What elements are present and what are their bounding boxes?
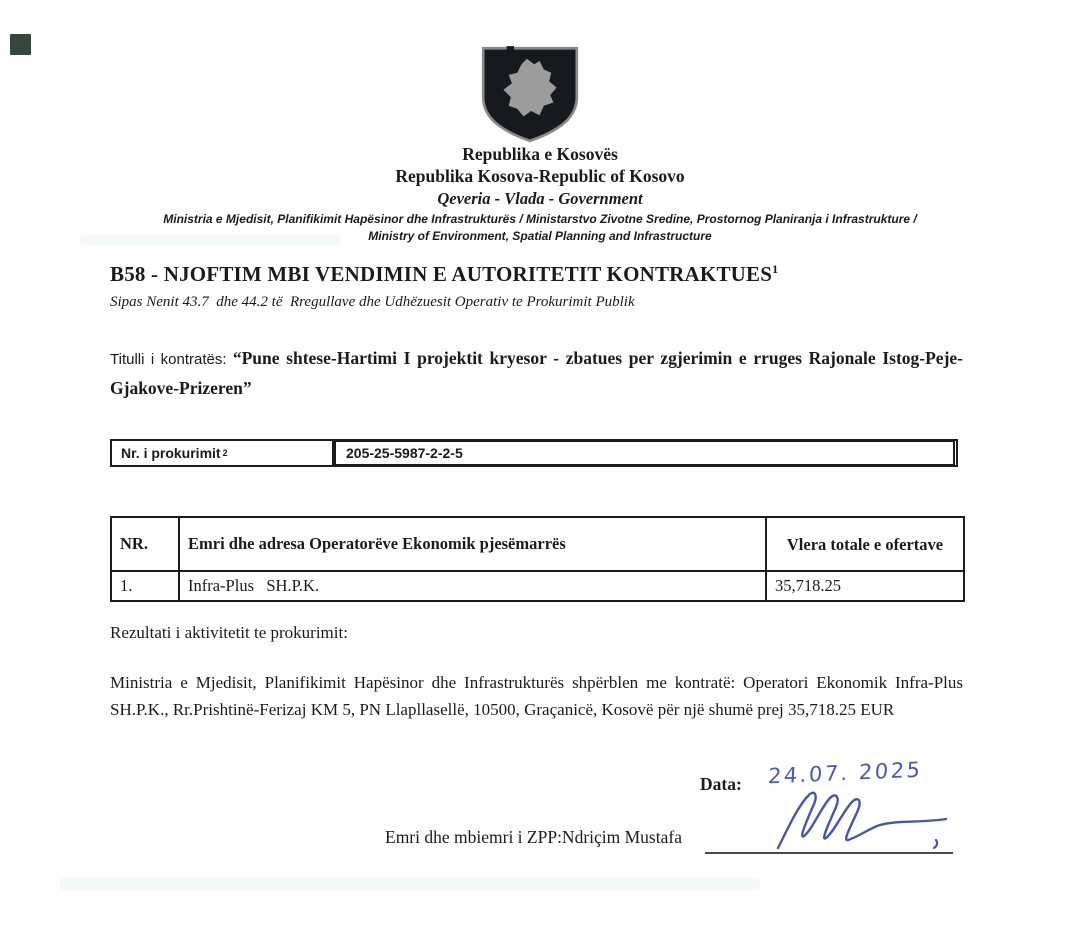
scan-speck — [507, 46, 514, 51]
bidders-table-header-row — [111, 517, 964, 571]
contract-title-value: “Pune shtese-Hartimi I projektit kryesor - zbatues per zgjerimin e rruges Rajonale Istog-Peje-Gjakove-Prizeren” — [110, 348, 963, 398]
procurement-value: 205-25-5987-2-2-5 — [334, 440, 955, 466]
signatory-name-line: Emri dhe mbiemri i ZPP:Ndriçim Mustafa — [385, 827, 682, 847]
date-label: Data: — [700, 774, 742, 794]
header-ministry-en: Ministry of Environment, Spatial Planning and Infrastructure — [368, 229, 712, 243]
procurement-label: Nr. i prokurimit — [121, 445, 221, 461]
column-header-name: Emri dhe adresa Operatorëve Ekonomik pjesëmarrës — [179, 517, 766, 571]
procurement-number-box — [110, 439, 958, 467]
procurement-value-cell — [334, 441, 956, 465]
signature-comma — [934, 840, 937, 848]
footnote-ref-2: 2 — [222, 448, 228, 458]
result-heading: Rezultati i aktivitetit te prokurimit: — [110, 623, 348, 642]
header-republic-albanian: Republika e Kosovës — [462, 144, 618, 164]
procurement-label-cell — [112, 441, 334, 465]
cell-row-number: 1. — [111, 571, 179, 601]
bidders-table — [110, 516, 965, 602]
notice-title — [110, 262, 963, 287]
signature-ink — [768, 788, 968, 858]
cell-offer-value: 35,718.25 — [766, 571, 964, 601]
notice-subtitle: Sipas Nenit 43.7 dhe 44.2 të Rregullave dhe Udhëzuesit Operativ te Prokurimit Publik — [110, 294, 635, 310]
notice-title-text: B58 - NJOFTIM MBI VENDIMIN E AUTORITETIT KONTRAKTUES — [110, 262, 773, 286]
award-paragraph: Ministria e Mjedisit, Planifikimit Hapësinor dhe Infrastrukturës shpërblen me kontratë: Operatori Ekonomik Infra-Plus SH.P.K., Rr.Prishtinë-Ferizaj KM 5, PN Llapllasellë, 10500, Graçanicë, Kosovë për një shumë prej 35,718.25 EUR — [110, 673, 963, 719]
contract-title-paragraph — [110, 344, 963, 404]
header-ministry-sq-sr: Ministria e Mjedisit, Planifikimit Hapësinor dhe Infrastrukturës / Ministarstvo Zivotne Sredine, Prostornog Planiranja i Infrastrukture / — [163, 212, 917, 226]
handwritten-date: 24.07. 2025 — [767, 757, 924, 789]
column-header-nr: NR. — [111, 517, 179, 571]
table-row — [111, 571, 964, 601]
scan-artifact-square — [10, 34, 31, 55]
contract-title-label: Titulli i kontratës: — [110, 351, 227, 368]
signature-scribble — [778, 793, 946, 848]
header-government: Qeveria - Vlada - Government — [437, 189, 643, 208]
cell-operator-name: Infra-Plus SH.P.K. — [179, 571, 766, 601]
footnote-ref-1: 1 — [772, 262, 779, 276]
header-republic-multilingual: Republika Kosova-Republic of Kosovo — [395, 166, 685, 186]
column-header-value: Vlera totale e ofertave — [766, 517, 964, 571]
scan-smudge — [60, 878, 760, 890]
date-row — [700, 774, 742, 795]
kosovo-coat-of-arms — [476, 44, 584, 144]
